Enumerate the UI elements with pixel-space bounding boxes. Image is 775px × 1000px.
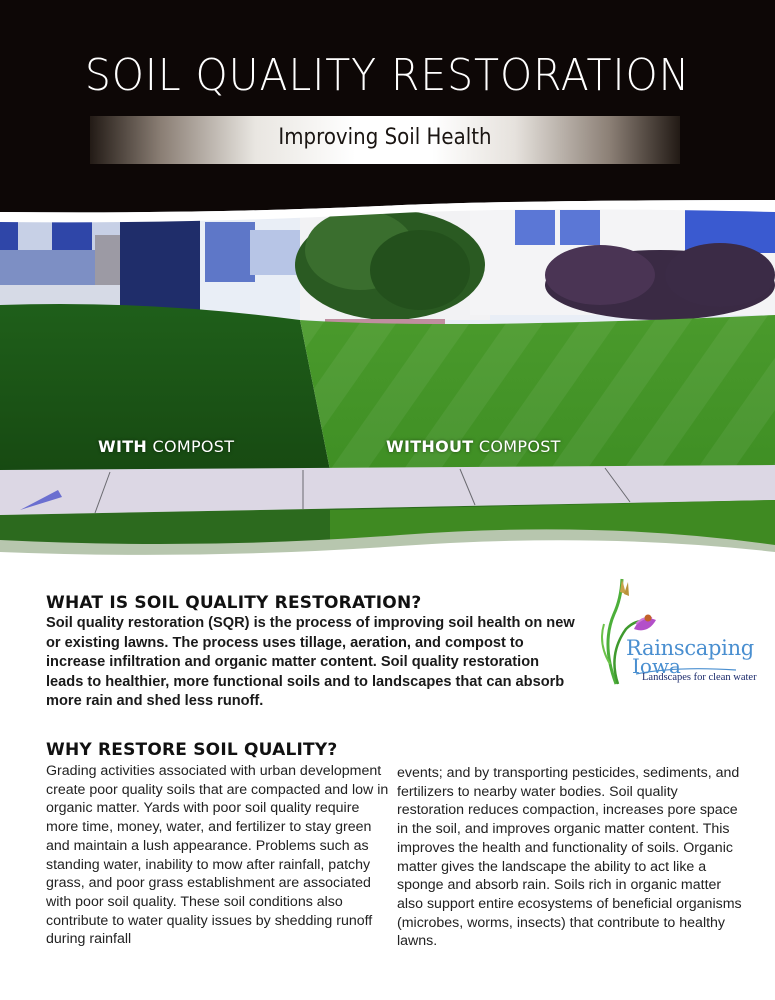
section-body-why-right: events; and by transporting pesticides, sediments, and fertilizers to nearby water bodies. Soil quality restoration reduces compaction, increases pore space in the soil, and improves organic matter content. This improves the health and functionality of soils. Organic matter gives the landscape the ability to act like a sponge and absorb rain. Soils rich in organic matter also support entire ecosystems of beneficial organisms (microbes, worms, insects) that contribute to healthy lawns. <box>397 765 742 950</box>
subtitle-band <box>90 116 680 164</box>
section-heading-why: WHY RESTORE SOIL QUALITY? <box>46 740 338 760</box>
without-compost-rest: COMPOST <box>473 437 561 456</box>
section-body-why-left: Grading activities associated with urban development create poor quality soils that are compacted and low in organic matter. Yards with poor soil quality require more time, money, water, and fertilizer to stay green and maintain a lush appearance. Problems such as standing water, inability to mow after rainfall, patchy grass, and poor grass establishment are associated with poor soil quality. These soil conditions also contribute to water quality issues by shedding runoff during rainfall <box>46 763 389 948</box>
section-body-what: Soil quality restoration (SQR) is the process of improving soil health on new or existing lawns. The process uses tillage, aeration, and compost to increase infiltration and organic matter content. Soil quality restoration leads to healthier, more functional soils and to landscapes that can absorb more rain and shed less runoff. <box>46 615 575 709</box>
with-compost-label <box>98 437 234 456</box>
lawn-photo-illustration <box>0 195 775 560</box>
logo-line-2: Iowa <box>632 654 681 678</box>
rainscaping-iowa-logo <box>596 574 757 694</box>
with-compost-rest: COMPOST <box>147 437 235 456</box>
logo-line-1: Rainscaping <box>626 636 754 660</box>
logo-tagline: Landscapes for clean water <box>642 672 757 683</box>
page-subtitle: Improving Soil Health <box>278 125 492 150</box>
section-heading-what: WHAT IS SOIL QUALITY RESTORATION? <box>46 593 422 613</box>
without-compost-bold: WITHOUT <box>386 437 474 456</box>
header-banner <box>0 0 775 225</box>
page-title: SOIL QUALITY RESTORATION <box>84 50 691 101</box>
lawn-comparison-photo <box>0 195 775 560</box>
without-compost-label <box>386 437 561 456</box>
with-compost-bold: WITH <box>98 437 148 456</box>
